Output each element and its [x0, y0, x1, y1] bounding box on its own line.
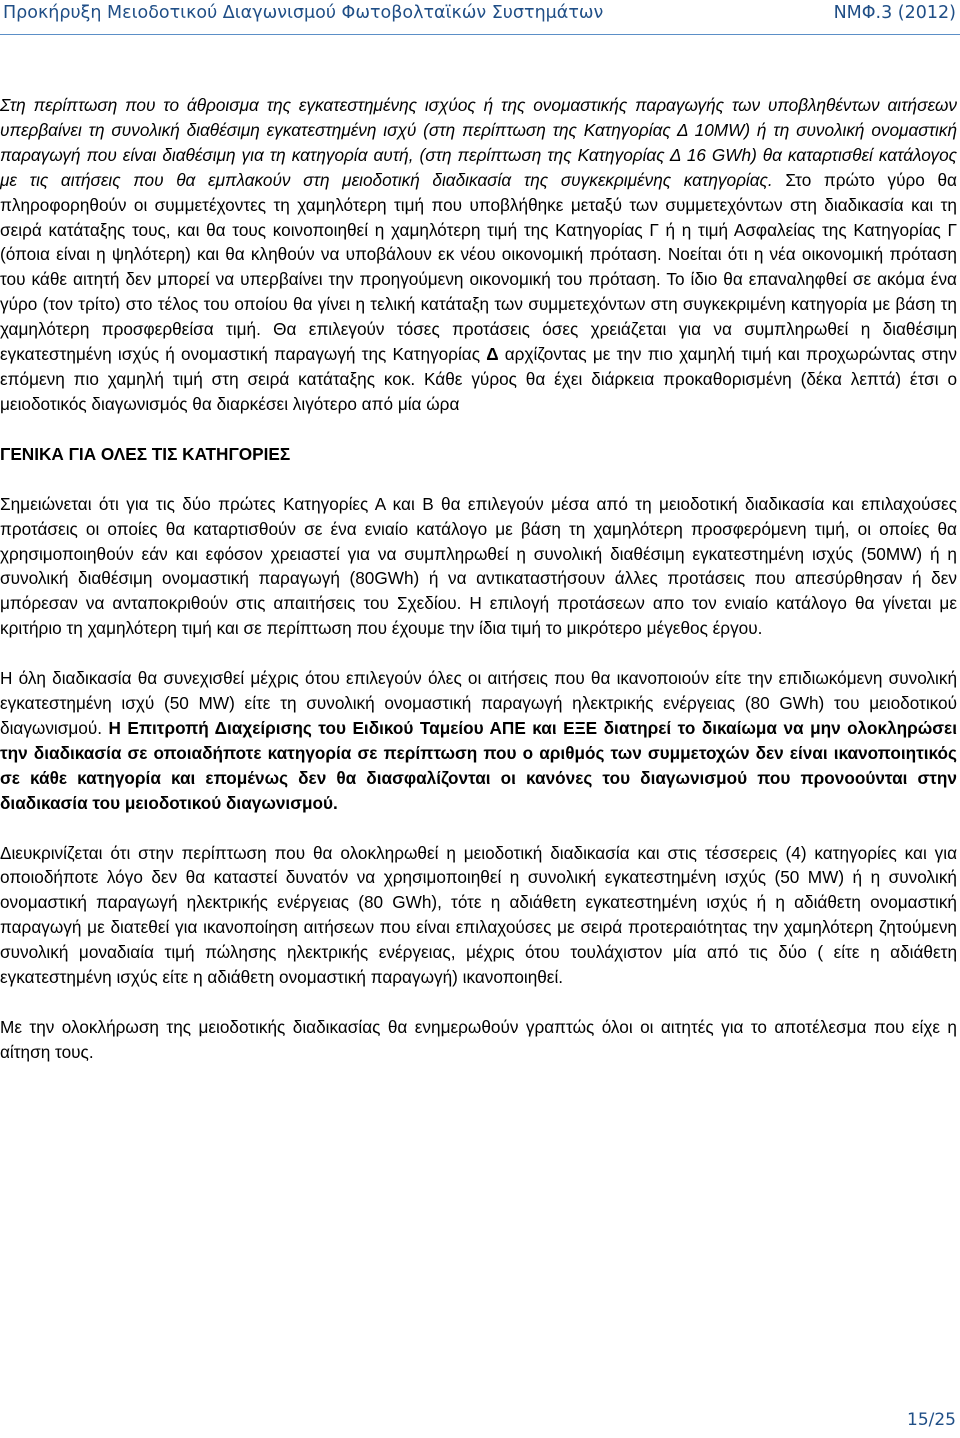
paragraph-procedure-continuation [0, 666, 957, 815]
paragraph-rounds-end: αρχίζοντας με την πιο χαμηλή τιμή και προχωρώντας στην επόμενη πιο χαμηλή τιμή στη σειρά κατάταξης κοκ. Κάθε γύρος θα έχει διάρκεια προκαθορισμένη (δέκα λεπτά) έτσι ο μειοδοτικός διαγωνισμός θα διαρκέσει λιγότερο από μία ώρα [0, 344, 957, 414]
document-reference: ΝΜΦ.3 (2012) [833, 3, 956, 23]
category-delta-bold: Δ [486, 344, 499, 365]
paragraph-clarification: Διευκρινίζεται ότι στην περίπτωση που θα ολοκληρωθεί η μειοδοτική διαδικασία και στις τέσσερεις (4) κατηγορίες και για οποιοδήποτε λόγο δεν θα καταστεί δυνατόν να χρησιμοποιηθεί η συνολική εγκατεστημένη ισχύς (50 MW) ή η συνολική ονομαστική παραγωγή ηλεκτρικής ενέργειας (80 GWh), τότε η αδιάθετη εγκατεστημένη ισχύς ή η αδιάθετη ονομαστική παραγωγή με διατεθεί για ικανοποίηση αιτήσεων που είναι επιλαχούσες με σειρά προτεραιότητας την χαμηλότερη ζητούμενη συνολική μοναδιαία τιμή πώλησης ηλεκτρικής ενέργειας, μέχρις ότου τουλάχιστον μία από τις δύο ( είτε η αδιάθετη εγκατεστημένη ισχύς είτε η αδιάθετη ονομαστική παραγωγή) ικανοποιηθεί. [0, 842, 957, 988]
document-body [0, 93, 957, 1065]
paragraph-procedure-text: Η όλη διαδικασία θα συνεχισθεί μέχρις ότου επιλεγούν όλες οι αιτήσεις που θα ικανοποιούν είτε την επιδιωκόμενη συνολική εγκατεστημένη ισχύ (50 MW) είτε τη συνολική ονομαστική παραγωγή ηλεκτρικής ενέργειας (80 GWh) του μειοδοτικού διαγωνισμού. [0, 668, 957, 738]
section-heading-general: ΓΕΝΙΚΑ ΓΙΑ ΟΛΕΣ ΤΙΣ ΚΑΤΗΓΟΡΙΕΣ [0, 443, 291, 464]
page-number: 15/25 [907, 1410, 956, 1430]
paragraph-committee-right-bold: Η Επιτροπή Διαχείρισης του Ειδικού Ταμείου ΑΠΕ και ΕΞΕ διατηρεί το δικαίωμα να μην ολοκληρώσει την διαδικασία σε οποιαδήποτε κατηγορία σε περίπτωση που ο αριθμός των συμμετοχών δεν είναι ικανοποιητικός σε κάθε κατηγορία και επομένως δεν θα διασφαλίζονται οι κανόνες του διαγωνισμού που προνοούνται στην διαδικασία του μειοδοτικού διαγωνισμού. [0, 717, 957, 813]
paragraph-rounds-text: Στο πρώτο γύρο θα πληροφορηθούν οι συμμετέχοντες τη χαμηλότερη τιμή που υποβλήθηκε μεταξύ των συμμετεχόντων στη διαδικασία και τη σειρά κατάταξης τους, και θα τους κοινοποιηθεί η χαμηλότερη τιμή της Κατηγορίας Γ ή η τιμή Ασφαλείας της Κατηγορίας Γ (όποια είναι η ψηλότερη) και θα κληθούν να υποβάλουν εκ νέου οικονομική πρόταση. Νοείται ότι η νέα οικονομική πρόταση του κάθε αιτητή δεν μπορεί να υπερβαίνει την προηγούμενη οικονομική του πρόταση. Το ίδιο θα επαναληφθεί σε ακόμα ένα γύρο (τον τρίτο) στο τέλος του οποίου θα γίνει η τελική κατάταξη των συμμετεχόντων στη συγκεκριμένη κατηγορία με βάση τη χαμηλότερη προσφερθείσα τιμή. Θα επιλεγούν τόσες προτάσεις όσες χρειάζεται για να συμπληρωθεί η διαθέσιμη εγκατεστημένη ισχύς ή ονομαστική παραγωγή της Κατηγορίας [0, 169, 957, 365]
paragraph-categories-a-b: Σημειώνεται ότι για τις δύο πρώτες Κατηγορίες Α και Β θα επιλεγούν μέσα από τη μειοδοτική διαδικασία και επιλαχούσες προτάσεις οι οποίες θα καταρτισθούν σε ένα ενιαίο κατάλογο με βάση τη χαμηλότερη προσφερόμενη τιμή, οι οποίες θα χρησιμοποιηθούν εάν και εφόσον χρειαστεί για να συμπληρωθεί η συνολική διαθέσιμη εγκατεστημένη ισχύς (50MW) ή η συνολική διαθέσιμη ονομαστική παραγωγή (80GWh) ή να αντικαταστήσουν άλλες προτάσεις που απεσύρθησαν ή δεν μπόρεσαν να ανταποκριθούν στις απαιτήσεις του Σχεδίου. Η επιλογή προτάσεων απο τον ενιαίο κατάλογο θα γίνεται με κριτήριο τη χαμηλότερη τιμή και σε περίπτωση που έχουμε την ίδια τιμή το μικρότερο μέγεθος έργου. [0, 493, 957, 639]
document-title: Προκήρυξη Μειοδοτικού Διαγωνισμού Φωτοβολταϊκών Συστημάτων [3, 3, 604, 23]
paragraph-category-d-procedure [0, 93, 957, 417]
paragraph-notification: Με την ολοκλήρωση της μειοδοτικής διαδικασίας θα ενημερωθούν γραπτώς όλοι οι αιτητές για το αποτέλεσμα που είχε η αίτηση τους. [0, 1017, 957, 1062]
paragraph-italic-intro: Στη περίπτωση που το άθροισμα της εγκατεστημένης ισχύος ή της ονομαστικής παραγωγής των υποβληθέντων αιτήσεων υπερβαίνει τη συνολική διαθέσιμη εγκατεστημένη ισχύ (στη περίπτωση της Κατηγορίας Δ 10MW) ή τη συνολική ονομαστική παραγωγή που είναι διαθέσιμη για τη κατηγορία αυτή, (στη περίπτωση της Κατηγορίας Δ 16 GWh) θα καταρτισθεί κατάλογος με τις αιτήσεις που θα εμπλακούν στη μειοδοτική διαδικασία της συγκεκριμένης κατηγορίας. [0, 95, 957, 190]
page-header [0, 0, 960, 35]
